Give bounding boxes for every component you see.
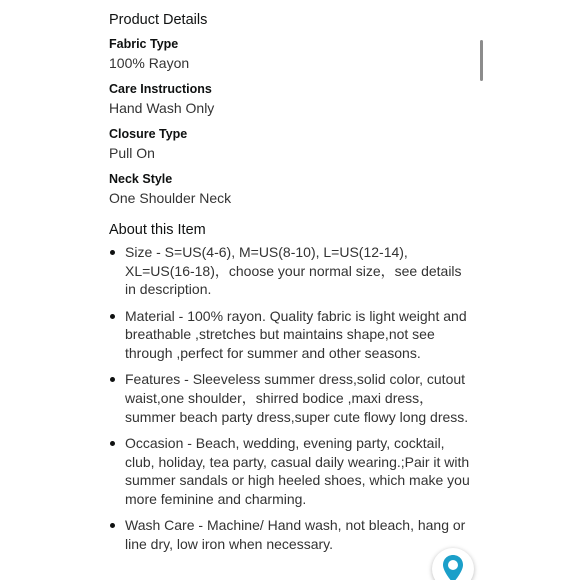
list-item xyxy=(109,307,474,363)
scrollbar[interactable] xyxy=(480,40,483,81)
bullet-dot-icon xyxy=(110,314,115,319)
about-title: About this Item xyxy=(109,222,206,238)
location-pin-icon xyxy=(442,554,464,580)
bullet-dot-icon xyxy=(110,523,115,528)
list-item xyxy=(109,370,474,426)
bullet-text: Material - 100% rayon. Quality fabric is light weight and breathable ,stretches but maintains shape,not see through ,perfect for summer and other seasons. xyxy=(125,307,467,362)
detail-neck-style xyxy=(109,171,231,207)
detail-value: One Shoulder Neck xyxy=(109,190,232,206)
detail-value: Pull On xyxy=(109,145,155,161)
detail-fabric-type xyxy=(109,36,189,72)
bullet-dot-icon xyxy=(110,377,115,382)
detail-label: Fabric Type xyxy=(109,37,179,51)
detail-label: Care Instructions xyxy=(109,82,212,96)
bullet-text: Occasion - Beach, wedding, evening party, cocktail, club, holiday, tea party, casual daily wearing.;Pair it with summer sandals or high heeled shoes, which make you more feminine and charming. xyxy=(125,434,470,507)
detail-closure-type xyxy=(109,126,187,162)
bullet-text: Features - Sleeveless summer dress,solid color, cutout waist,one shoulder，shirred bodice ,maxi dress，summer beach party dress,super cute flowy long dress. xyxy=(125,371,469,425)
detail-care-instructions xyxy=(109,81,214,117)
detail-label: Closure Type xyxy=(109,127,188,141)
bullet-dot-icon xyxy=(110,441,115,446)
detail-value: Hand Wash Only xyxy=(109,100,215,116)
list-item xyxy=(109,434,474,509)
bullet-text: Wash Care - Machine/ Hand wash, not bleach, hang or line dry, low iron when necessary. xyxy=(125,517,466,552)
detail-value: 100% Rayon xyxy=(109,55,190,71)
bullet-text: Size - S=US(4-6), M=US(8-10), L=US(12-14), XL=US(16-18)，choose your normal size，see details in description. xyxy=(125,244,462,298)
about-bullet-list xyxy=(109,243,474,561)
detail-label: Neck Style xyxy=(109,172,173,186)
list-item xyxy=(109,516,474,553)
product-details-title: Product Details xyxy=(109,12,208,28)
bullet-dot-icon xyxy=(110,250,115,255)
list-item xyxy=(109,243,474,299)
